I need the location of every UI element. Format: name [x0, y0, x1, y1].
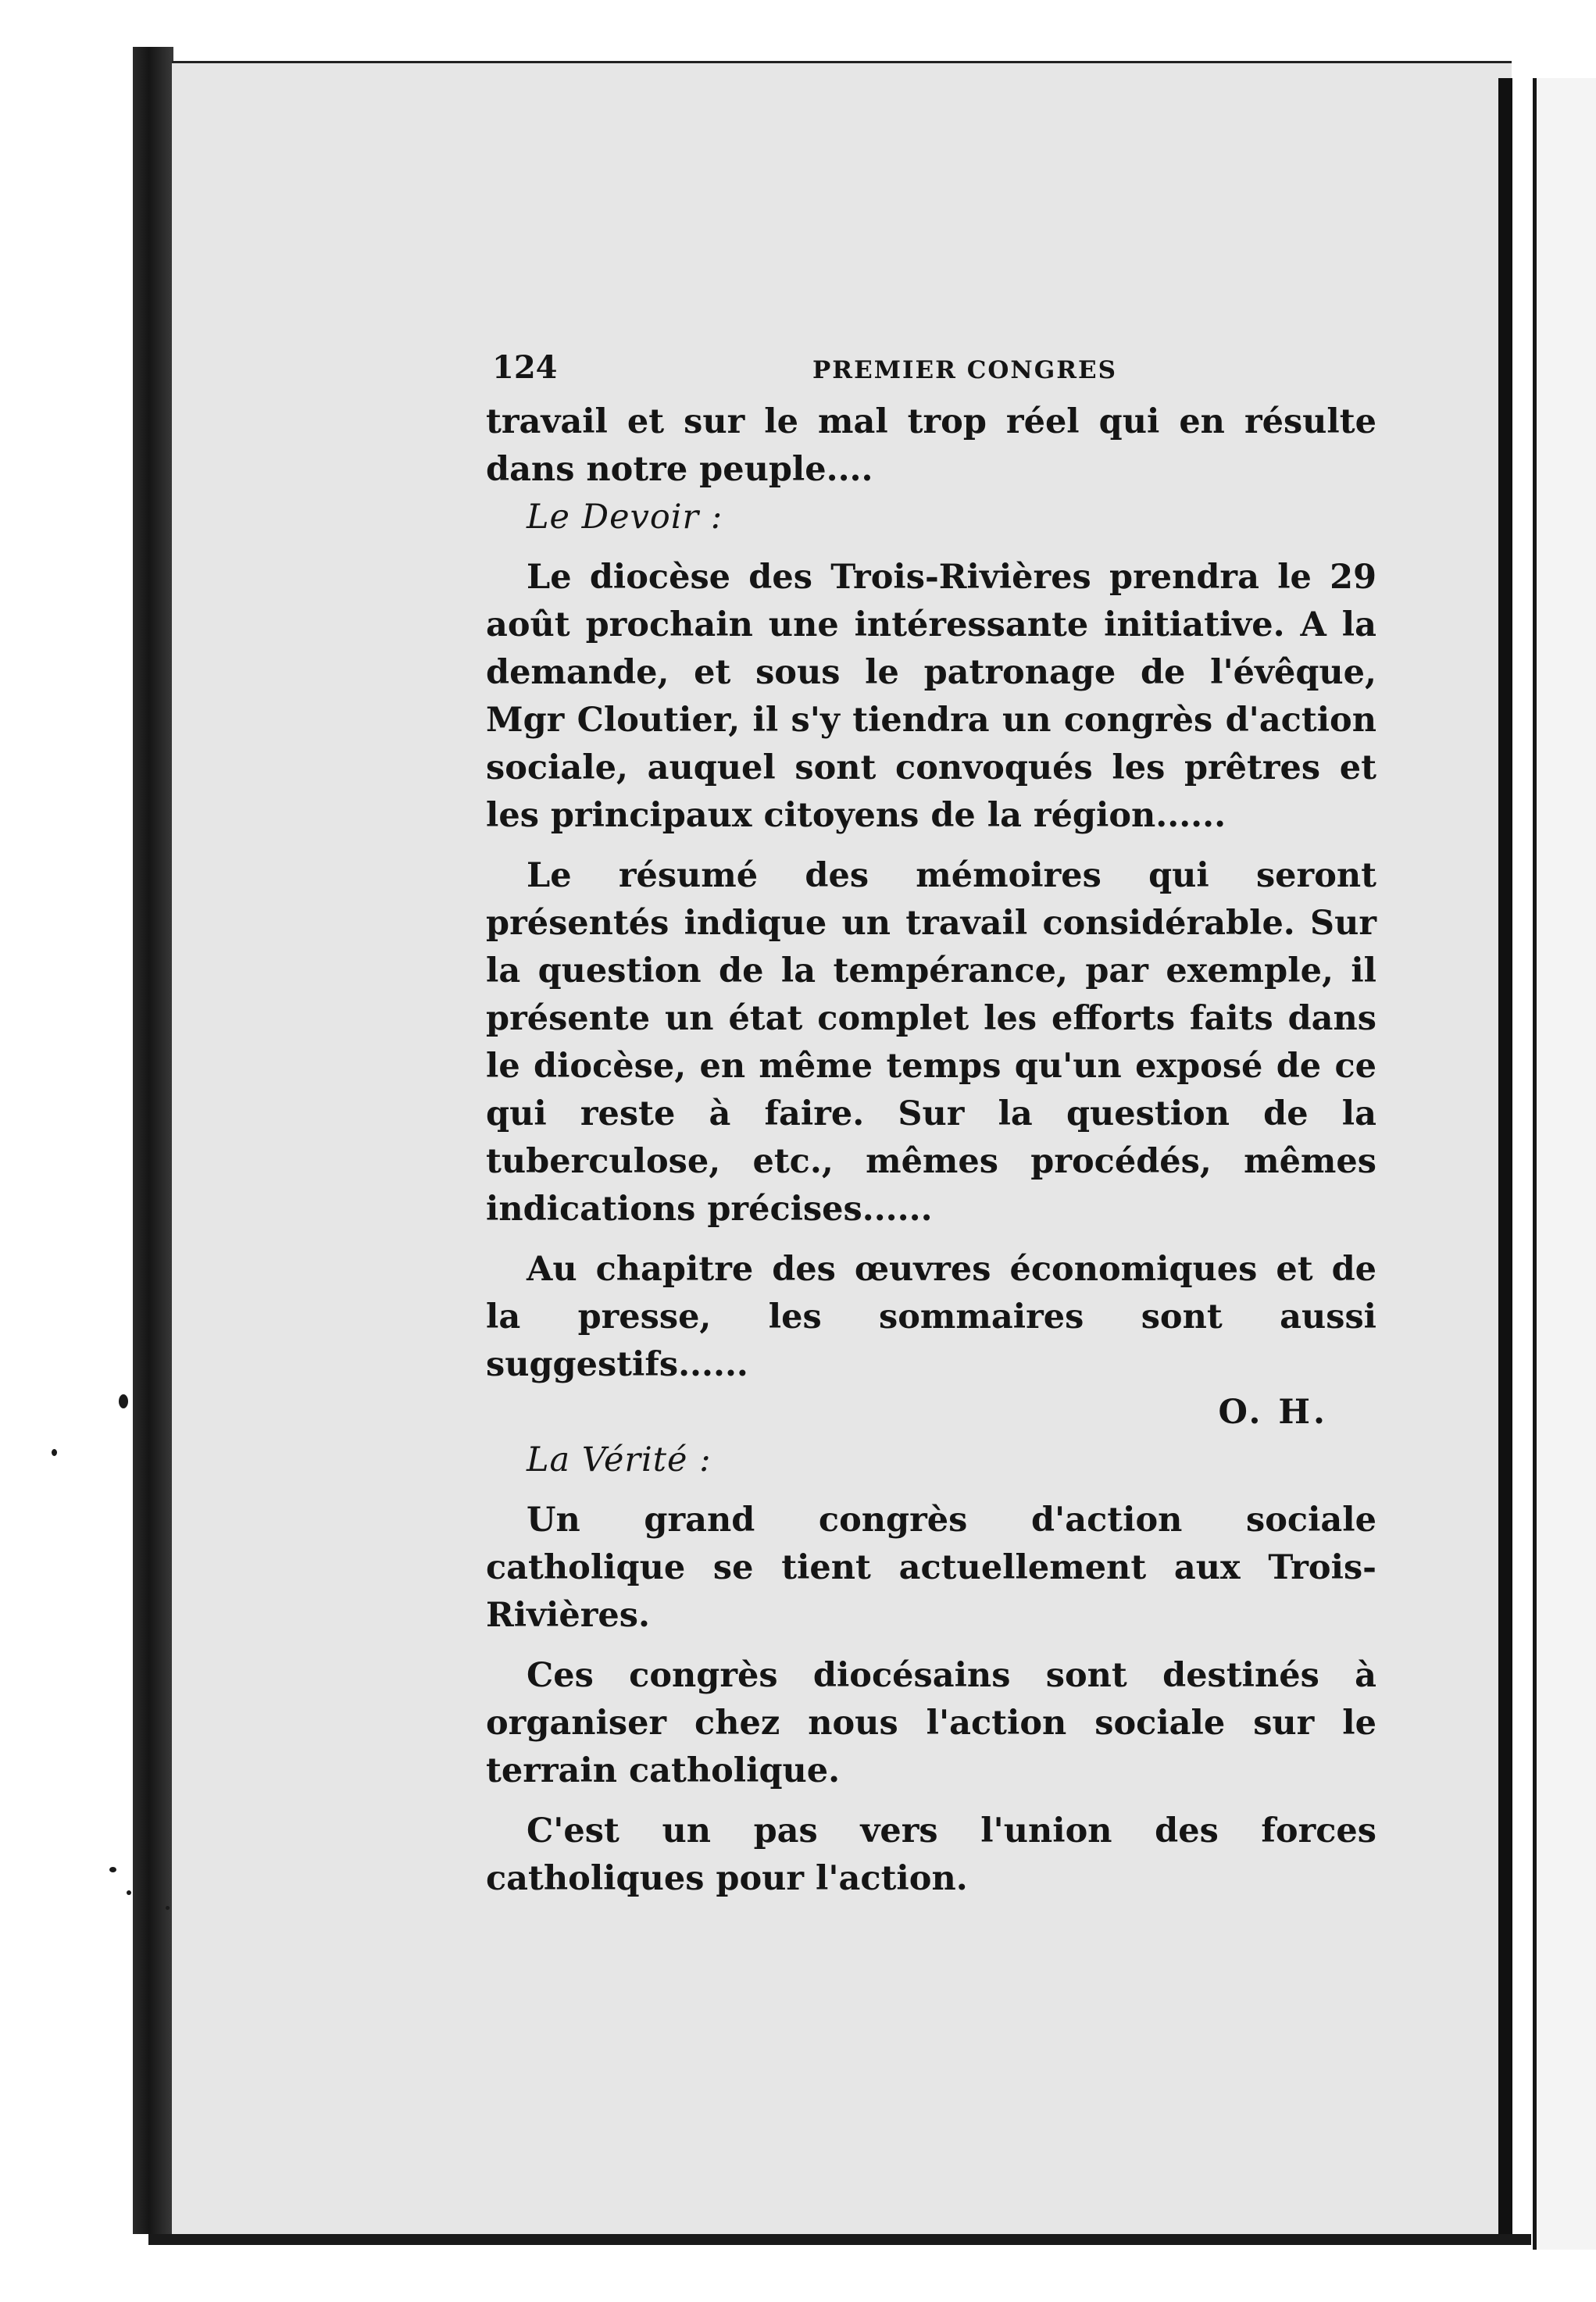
scan-speck: [127, 1890, 131, 1895]
scan-speck: [166, 1906, 170, 1910]
page-number: 124: [492, 349, 558, 386]
page-header: [486, 344, 1376, 398]
paragraph-diocese: Le diocèse des Trois-Rivières prendra le 29 août prochain une intéressante initiative. A la demande, et sous le patronage de l'évêque, Mgr Cloutier, il s'y tiendra un congrès d'action sociale, auquel sont convoqués les prêtres et les principaux citoyens de la région......: [486, 558, 1376, 835]
source-la-verite: La Vérité :: [527, 1440, 712, 1479]
running-head: PREMIER CONGRES: [812, 356, 1117, 384]
paragraph-continued: travail et sur le mal trop réel qui en résulte dans notre peuple....: [486, 402, 1376, 489]
paragraph-grand-congres: Un grand congrès d'action sociale catholique se tient actuellement aux Trois-Rivières.: [486, 1501, 1376, 1635]
paragraph-memoires: Le résumé des mémoires qui seront présentés indique un travail considérable. Sur la question de la tempérance, par exemple, il présente un état complet les efforts faits dans le diocèse, en même temps qu'un exposé de ce qui reste à faire. Sur la question de la tuberculose, etc., mêmes procédés, mêmes indications précises......: [486, 856, 1376, 1229]
scan-speck: [52, 1449, 57, 1456]
paragraph-union: C'est un pas vers l'union des forces catholiques pour l'action.: [486, 1811, 1376, 1898]
page-edge-shadow: [1498, 78, 1512, 2234]
signature: O. H.: [1218, 1393, 1328, 1432]
source-le-devoir: Le Devoir :: [527, 498, 723, 537]
facing-page-edge: [1533, 78, 1596, 2250]
paragraph-congres-diocesains: Ces congrès diocésains sont destinés à organiser chez nous l'action sociale sur le terrain catholique.: [486, 1656, 1376, 1790]
paragraph-oeuvres: Au chapitre des œuvres économiques et de la presse, les sommaires sont aussi suggestifs......: [486, 1250, 1376, 1384]
page-bottom-shadow: [148, 2234, 1531, 2245]
scan-speck: [109, 1867, 116, 1872]
scan-speck: [119, 1394, 128, 1408]
page-text: [486, 344, 1376, 1903]
